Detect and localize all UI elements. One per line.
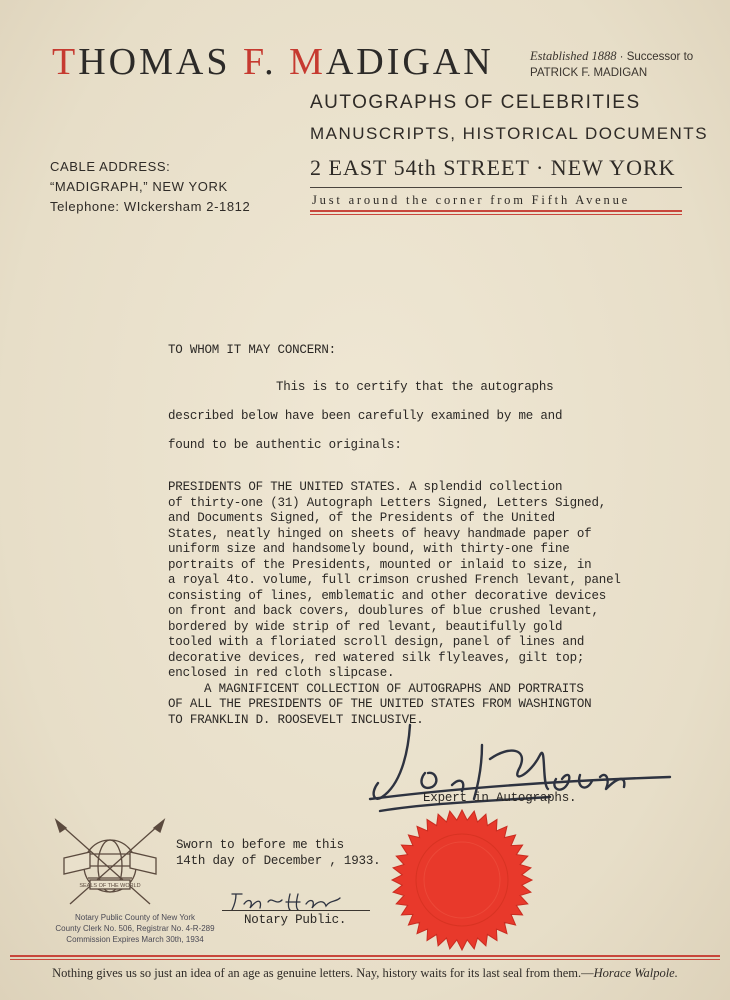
footer-red-rule-thin bbox=[10, 959, 720, 960]
letterhead-red-rule-thin bbox=[310, 214, 682, 215]
telephone: Telephone: WIckersham 2-1812 bbox=[50, 199, 251, 214]
description-line: A MAGNIFICENT COLLECTION OF AUTOGRAPHS AND PORTRAITS bbox=[204, 681, 584, 696]
intro-line: described below have been carefully examined by me and bbox=[168, 409, 563, 423]
firm-name-part1: HOMAS bbox=[78, 41, 243, 83]
seal-shape bbox=[392, 810, 532, 950]
intro-line: This is to certify that the autographs bbox=[276, 380, 554, 394]
quote-text: Nothing gives us so just an idea of an age as genuine letters. Nay, history waits for its last seal from them.— bbox=[52, 966, 594, 980]
description-line: a royal 4to. volume, full crimson crushed French levant, panel bbox=[168, 573, 621, 587]
sworn-line: Sworn to before me this bbox=[176, 838, 344, 852]
description-line: PRESIDENTS OF THE UNITED STATES. A splendid collection bbox=[168, 480, 563, 494]
collection-description bbox=[168, 480, 621, 728]
description-line: enclosed in red cloth slipcase. bbox=[168, 666, 395, 680]
emblem-text: SEALS OF THE WORLD bbox=[79, 883, 141, 889]
successor-name: PATRICK F. MADIGAN bbox=[530, 67, 648, 79]
notary-stamp-line: Commission Expires March 30th, 1934 bbox=[66, 935, 204, 944]
description-line: consisting of lines, emblematic and other decorative devices bbox=[168, 588, 607, 603]
description-line: TO FRANKLIN D. ROOSEVELT INCLUSIVE. bbox=[168, 712, 424, 727]
firm-name-part2: . bbox=[264, 41, 290, 83]
firm-name bbox=[52, 40, 494, 84]
letterhead-tagline: Just around the corner from Fifth Avenue bbox=[312, 193, 630, 207]
cable-label: CABLE ADDRESS: bbox=[50, 159, 171, 174]
description-line: of thirty-one (31) Autograph Letters Signed, Letters Signed, bbox=[168, 495, 607, 510]
description-line: uniform size and handsomely bound, with thirty-one fine bbox=[168, 542, 570, 556]
letterhead-line-autographs: AUTOGRAPHS OF CELEBRITIES bbox=[310, 92, 641, 113]
notary-signature-line bbox=[222, 910, 370, 911]
firm-initial-f: F bbox=[242, 41, 265, 83]
description-line: portraits of the Presidents, mounted or inlaid to size, in bbox=[168, 557, 592, 572]
description-line: decorative devices, red watered silk flyleaves, gilt top; bbox=[168, 650, 585, 665]
notary-stamp bbox=[40, 912, 230, 945]
description-line: OF ALL THE PRESIDENTS OF THE UNITED STATES FROM WASHINGTON bbox=[168, 697, 592, 711]
description-line: tooled with a floriated scroll design, panel of lines and bbox=[168, 635, 585, 649]
intro-line: found to be authentic originals: bbox=[168, 438, 402, 452]
notary-title: Notary Public. bbox=[244, 913, 347, 927]
firm-name-part3: ADIGAN bbox=[325, 41, 494, 83]
red-seal bbox=[390, 808, 534, 952]
intro-paragraph bbox=[168, 373, 562, 460]
salutation: TO WHOM IT MAY CONCERN: bbox=[168, 343, 336, 357]
notary-stamp-line: County Clerk No. 506, Registrar No. 4-R-289 bbox=[55, 924, 215, 933]
globe-emblem bbox=[50, 818, 170, 910]
sworn-statement bbox=[176, 838, 380, 869]
cable-address-block bbox=[50, 157, 250, 217]
firm-initial-t: T bbox=[52, 41, 79, 83]
signer-title: Expert in Autographs. bbox=[423, 791, 577, 805]
firm-initial-m: M bbox=[289, 41, 326, 83]
established-label: Established 1888 bbox=[530, 49, 617, 63]
footer-red-rule bbox=[10, 955, 720, 957]
description-line: and Documents Signed, of the Presidents of the United bbox=[168, 511, 555, 525]
notary-signature bbox=[228, 890, 348, 912]
letterhead-line-address: 2 EAST 54th STREET · NEW YORK bbox=[310, 155, 676, 180]
quote-author: Horace Walpole. bbox=[593, 966, 678, 980]
letterhead-red-rule bbox=[310, 210, 682, 212]
description-line: on front and back covers, doublures of blue crushed levant, bbox=[168, 604, 599, 618]
letterhead-line-manuscripts: MANUSCRIPTS, HISTORICAL DOCUMENTS bbox=[310, 124, 709, 143]
cable-value: “MADIGRAPH,” NEW YORK bbox=[50, 179, 228, 194]
established-note bbox=[530, 48, 694, 81]
successor-label: · Successor to bbox=[616, 51, 694, 63]
notary-stamp-line: Notary Public County of New York bbox=[74, 913, 196, 922]
footer-quote bbox=[0, 966, 730, 981]
description-line: States, neatly hinged on sheets of heavy handmade paper of bbox=[168, 526, 592, 541]
description-line: bordered by wide strip of red levant, beautifully gold bbox=[168, 619, 563, 634]
letterhead-divider bbox=[310, 187, 682, 188]
sworn-line: 14th day of December , 1933. bbox=[176, 853, 381, 868]
